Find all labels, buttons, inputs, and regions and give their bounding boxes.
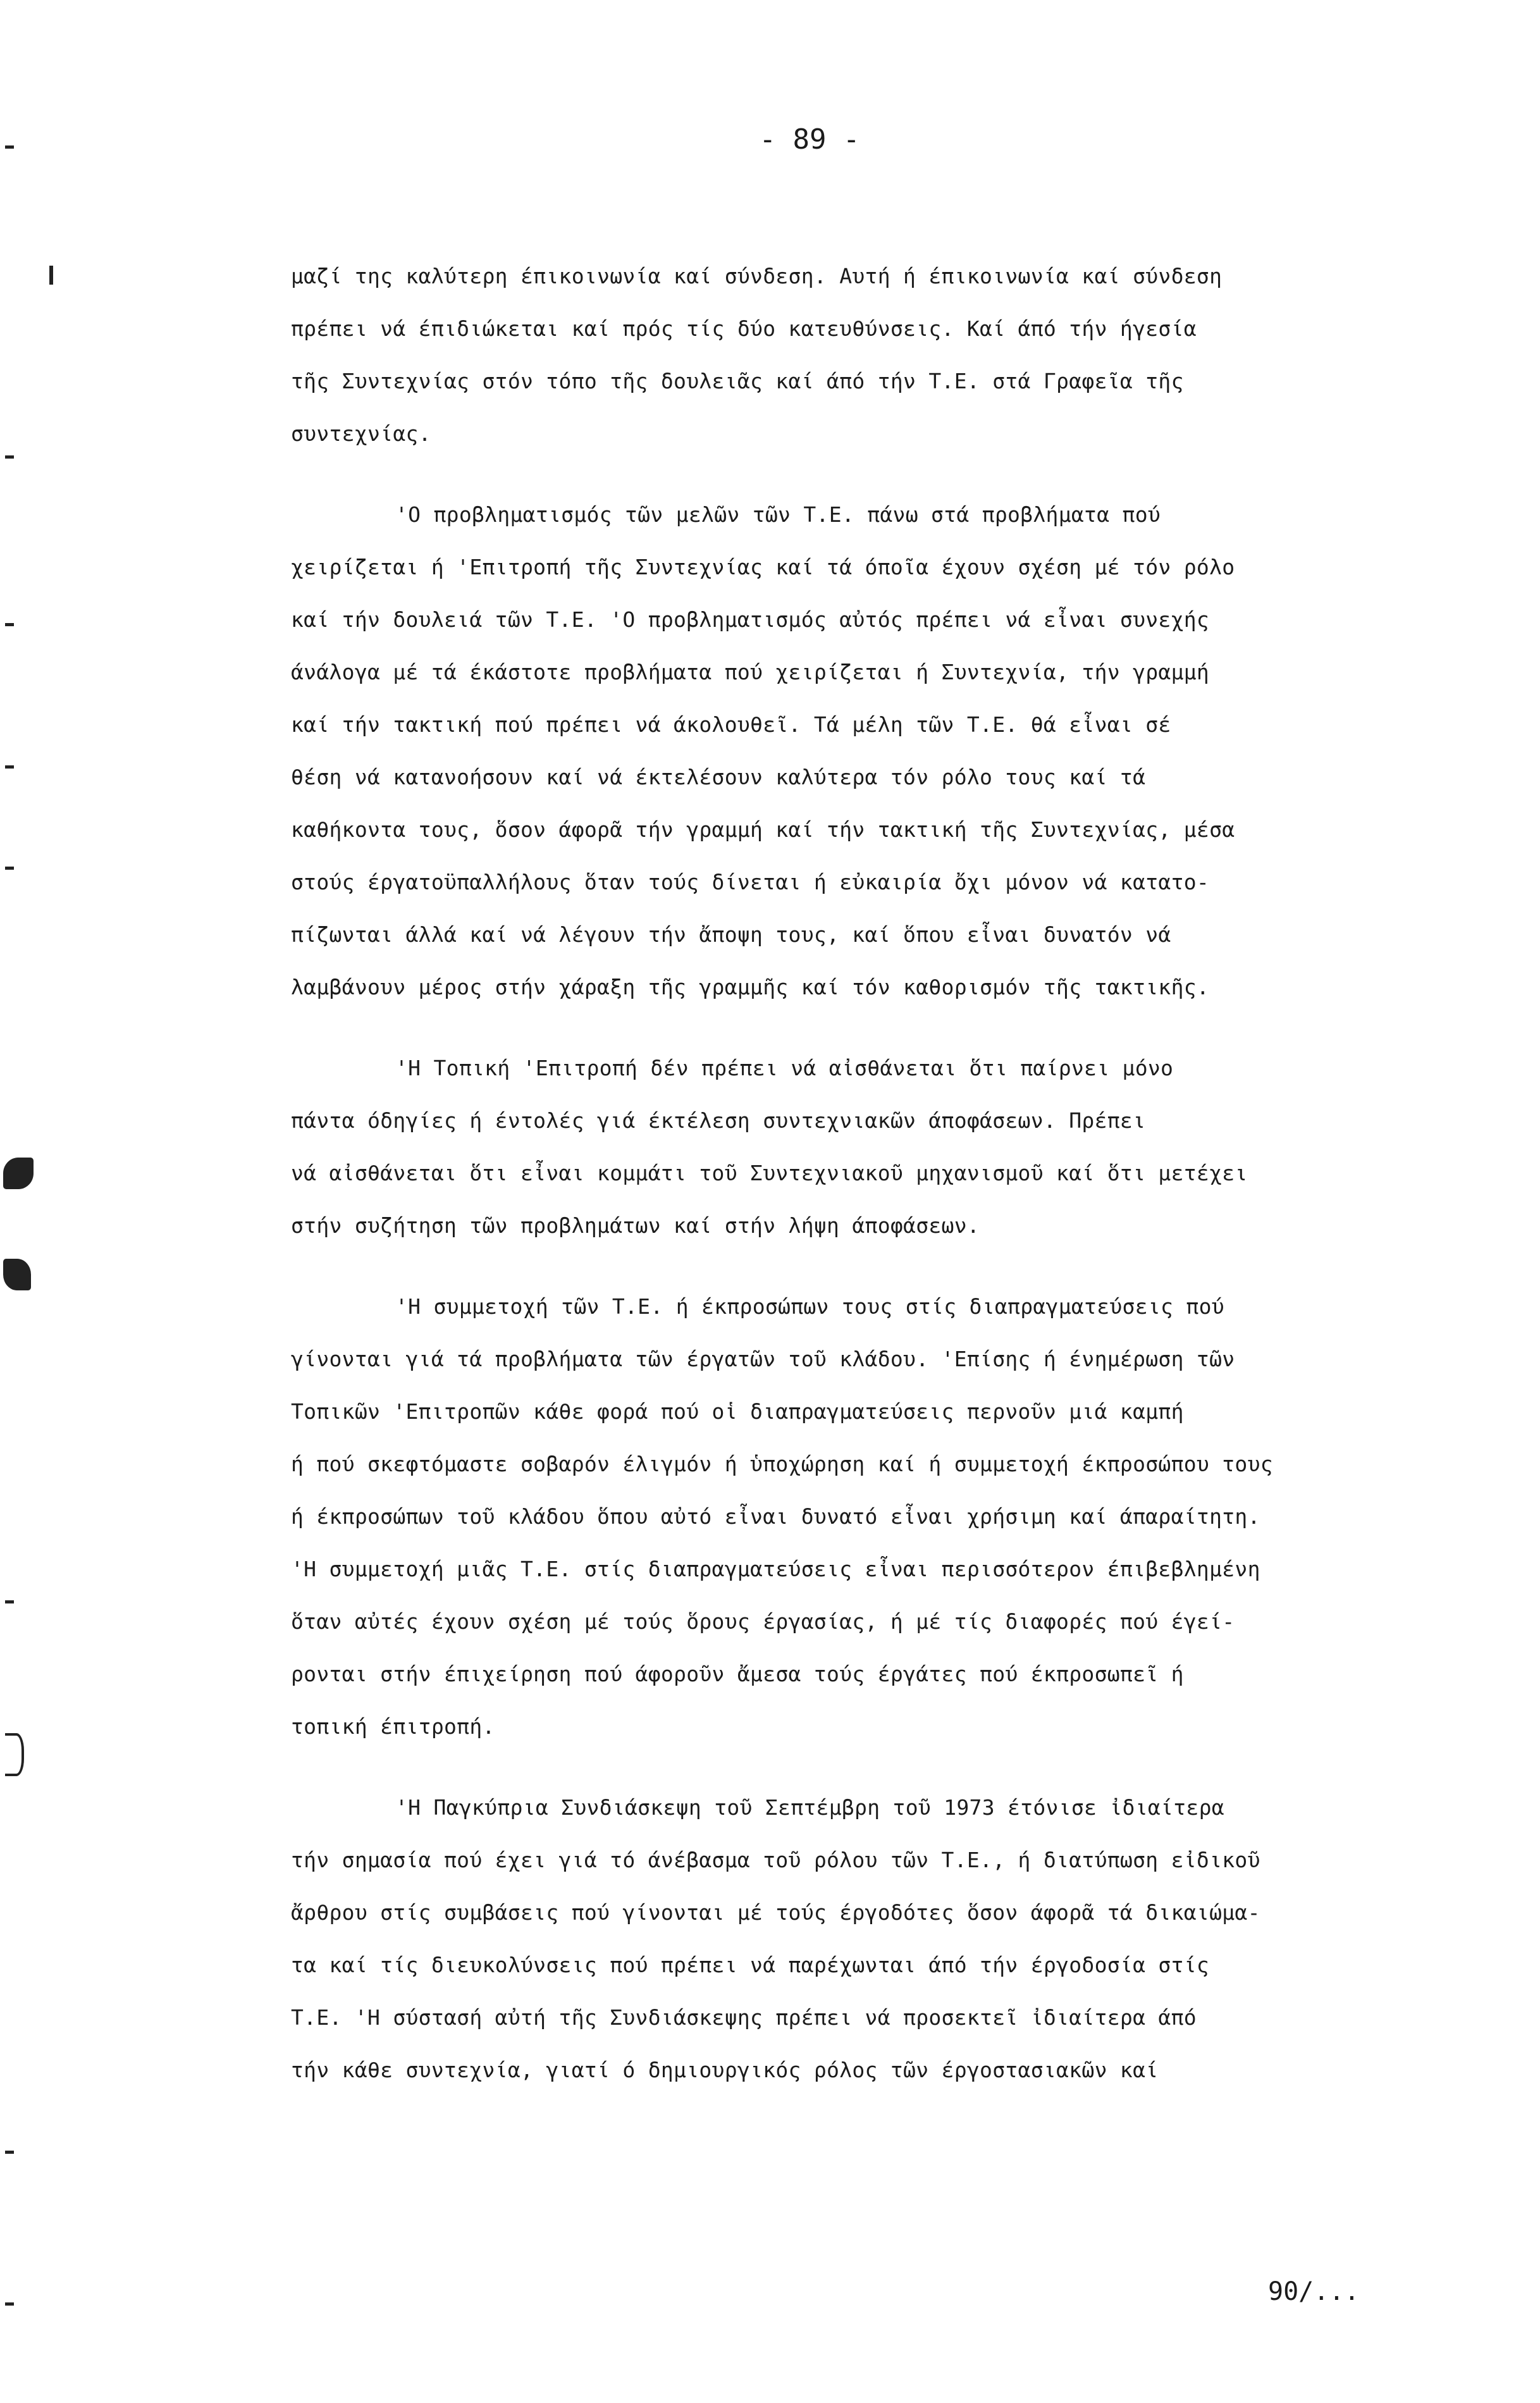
- paragraph: [291, 1781, 1512, 2096]
- text-line: ὅταν αὐτές έχουν σχέση μέ τούς ὅρους έργασίας, ή μέ τίς διαφορές πού έγεί-: [291, 1609, 1235, 1634]
- margin-mark: [5, 1600, 14, 1603]
- margin-mark: [5, 2302, 14, 2306]
- text-line: άνάλογα μέ τά έκάστοτε προβλήματα πού χειρίζεται ή Συντεχνία, τήν γραμμή: [291, 660, 1210, 684]
- margin-mark: [49, 266, 53, 285]
- text-line: 'Η συμμετοχή τῶν Τ.Ε. ή έκπροσώπων τους στίς διαπραγματεύσεις πού: [395, 1294, 1224, 1319]
- text-line: συντεχνίας.: [291, 421, 431, 446]
- body-text: [291, 250, 1512, 2125]
- text-line: μαζί της καλύτερη έπικοινωνία καί σύνδεση. Αυτή ή έπικοινωνία καί σύνδεση: [291, 264, 1223, 288]
- text-line: τῆς Συντεχνίας στόν τόπο τῆς δουλειᾶς καί άπό τήν Τ.Ε. στά Γραφεῖα τῆς: [291, 369, 1184, 393]
- paragraph: [291, 1042, 1512, 1252]
- text-line: 'Ο προβληματισμός τῶν μελῶν τῶν Τ.Ε. πάνω στά προβλήματα πού: [395, 502, 1161, 527]
- margin-mark: [5, 765, 14, 769]
- text-line: στήν συζήτηση τῶν προβλημάτων καί στήν λήψη άποφάσεων.: [291, 1213, 980, 1238]
- text-line: καί τήν τακτική πού πρέπει νά άκολουθεῖ. Τά μέλη τῶν Τ.Ε. θά εἶναι σέ: [291, 712, 1171, 737]
- paragraph: [291, 1280, 1512, 1753]
- text-line: τήν κάθε συντεχνία, γιατί ό δημιουργικός ρόλος τῶν έργοστασιακῶν καί: [291, 2058, 1159, 2082]
- binding-margin-marks: [0, 0, 51, 2403]
- margin-mark: [5, 1733, 24, 1776]
- text-line: θέση νά κατανοήσουν καί νά έκτελέσουν καλύτερα τόν ρόλο τους καί τά: [291, 765, 1146, 789]
- text-line: καί τήν δουλειά τῶν Τ.Ε. 'Ο προβληματισμός αὐτός πρέπει νά εἶναι συνεχής: [291, 607, 1210, 632]
- text-line: τήν σημασία πού έχει γιά τό άνέβασμα τοῦ ρόλου τῶν Τ.Ε., ή διατύπωση εἰδικοῦ: [291, 1848, 1260, 1872]
- text-line: πρέπει νά έπιδιώκεται καί πρός τίς δύο κατευθύνσεις. Καί άπό τήν ήγεσία: [291, 316, 1197, 341]
- text-line: πίζωνται άλλά καί νά λέγουν τήν ἄποψη τους, καί ὅπου εἶναι δυνατόν νά: [291, 922, 1171, 947]
- text-line: τοπική έπιτροπή.: [291, 1714, 495, 1739]
- margin-mark: [5, 623, 14, 626]
- continuation-marker: 90/...: [1268, 2277, 1360, 2306]
- text-line: νά αἰσθάνεται ὅτι εἶναι κομμάτι τοῦ Συντεχνιακοῦ μηχανισμοῦ καί ὅτι μετέχει: [291, 1161, 1248, 1185]
- paragraph: [291, 488, 1512, 1013]
- text-line: λαμβάνουν μέρος στήν χάραξη τῆς γραμμῆς καί τόν καθορισμόν τῆς τακτικῆς.: [291, 975, 1210, 999]
- margin-mark: [5, 867, 14, 870]
- text-line: ή πού σκεφτόμαστε σοβαρόν έλιγμόν ή ὑποχώρηση καί ή συμμετοχή έκπροσώπου τους: [291, 1452, 1273, 1476]
- margin-mark: [5, 145, 14, 149]
- text-line: τα καί τίς διευκολύνσεις πού πρέπει νά παρέχωνται άπό τήν έργοδοσία στίς: [291, 1953, 1210, 1977]
- text-line: χειρίζεται ή 'Επιτροπή τῆς Συντεχνίας καί τά όποῖα έχουν σχέση μέ τόν ρόλο: [291, 555, 1235, 579]
- text-line: γίνονται γιά τά προβλήματα τῶν έργατῶν τοῦ κλάδου. 'Επίσης ή ένημέρωση τῶν: [291, 1347, 1235, 1371]
- margin-mark: [3, 1259, 31, 1290]
- margin-mark: [3, 1158, 34, 1189]
- text-line: 'Η Τοπική 'Επιτροπή δέν πρέπει νά αἰσθάνεται ὅτι παίρνει μόνο: [395, 1056, 1174, 1080]
- text-line: 'Η Παγκύπρια Συνδιάσκεψη τοῦ Σεπτέμβρη τοῦ 1973 έτόνισε ἰδιαίτερα: [395, 1795, 1224, 1820]
- text-line: ή έκπροσώπων τοῦ κλάδου ὅπου αὐτό εἶναι δυνατό εἶναι χρήσιμη καί άπαραίτητη.: [291, 1504, 1260, 1529]
- text-line: 'Η συμμετοχή μιᾶς Τ.Ε. στίς διαπραγματεύσεις εἶναι περισσότερον έπιβεβλημένη: [291, 1557, 1260, 1581]
- margin-mark: [5, 455, 14, 459]
- text-line: στούς έργατοϋπαλλήλους ὅταν τούς δίνεται ή εὐκαιρία ὄχι μόνον νά κατατο-: [291, 870, 1210, 894]
- text-line: Τ.Ε. 'Η σύστασή αὐτή τῆς Συνδιάσκεψης πρέπει νά προσεκτεῖ ἰδιαίτερα άπό: [291, 2005, 1197, 2030]
- text-line: ἄρθρου στίς συμβάσεις πού γίνονται μέ τούς έργοδότες ὅσον άφορᾶ τά δικαιώμα-: [291, 1900, 1260, 1925]
- text-line: πάντα όδηγίες ή έντολές γιά έκτέλεση συντεχνιακῶν άποφάσεων. Πρέπει: [291, 1108, 1146, 1133]
- text-line: καθήκοντα τους, ὅσον άφορᾶ τήν γραμμή καί τήν τακτική τῆς Συντεχνίας, μέσα: [291, 817, 1235, 842]
- paragraph: [291, 250, 1512, 460]
- margin-mark: [5, 2151, 14, 2154]
- text-line: ρονται στήν έπιχείρηση πού άφοροῦν ἄμεσα τούς έργάτες πού έκπροσωπεῖ ή: [291, 1662, 1184, 1686]
- page-number: - 89 -: [759, 123, 860, 156]
- text-line: Τοπικῶν 'Επιτροπῶν κάθε φορά πού οἱ διαπραγματεύσεις περνοῦν μιά καμπή: [291, 1399, 1184, 1424]
